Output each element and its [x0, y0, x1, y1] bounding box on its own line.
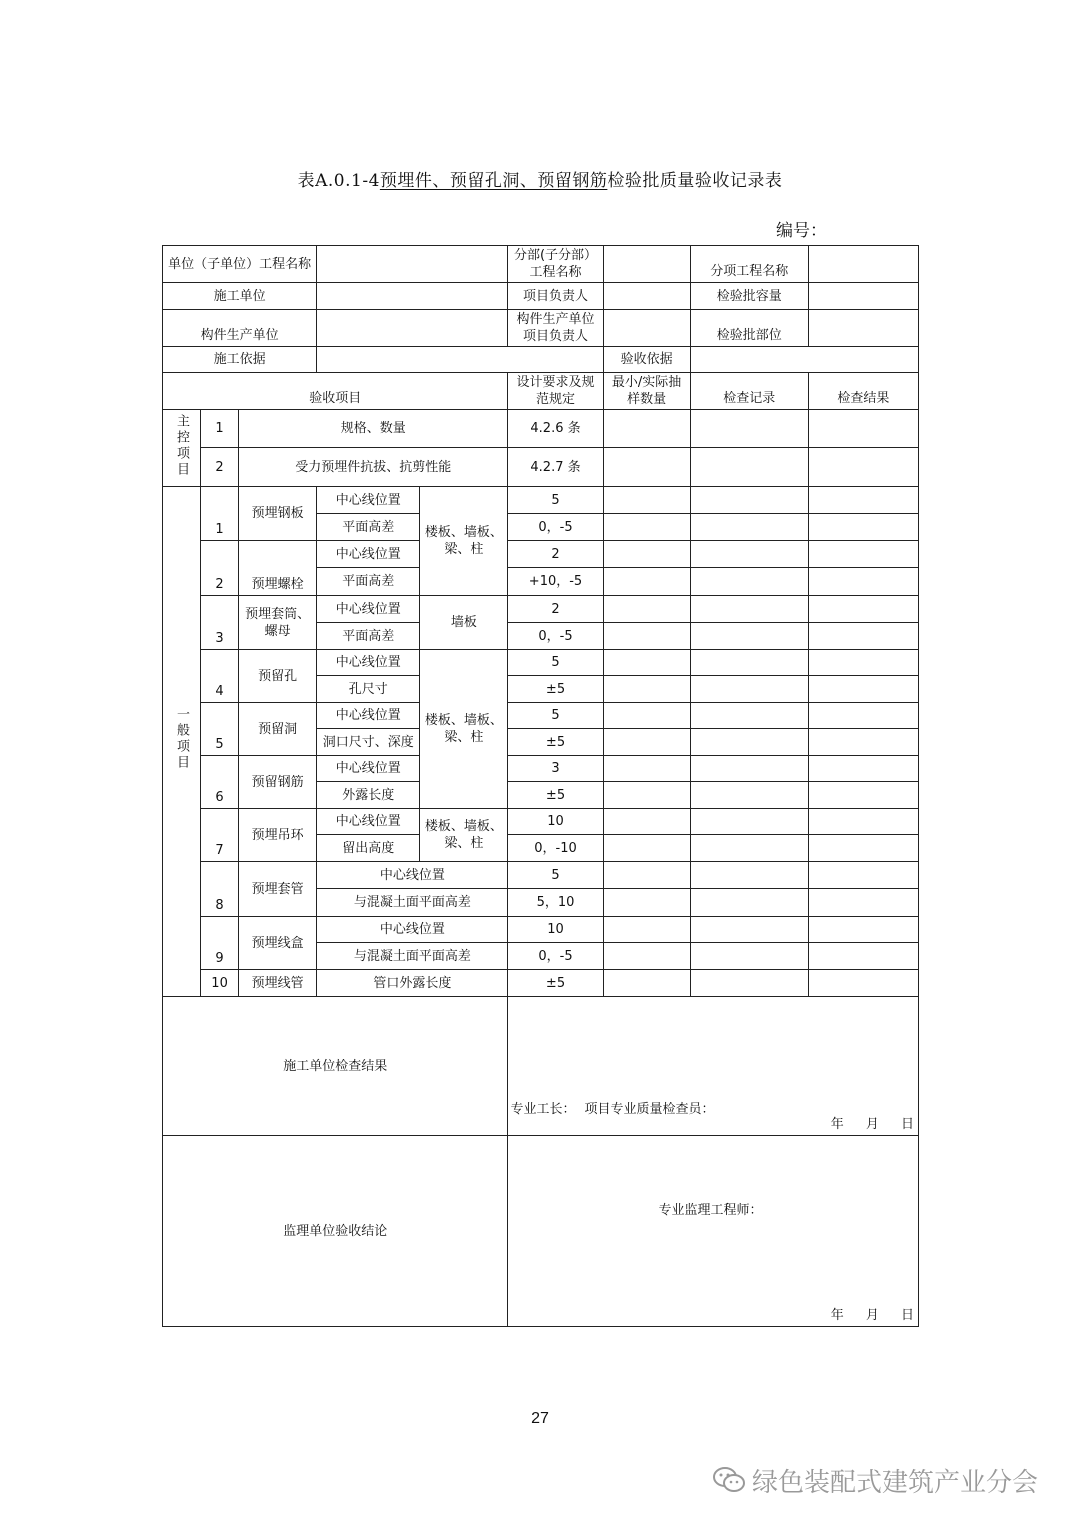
item-name: 预埋吊环: [239, 809, 317, 862]
general-item-row: [163, 541, 919, 568]
member-type: 楼板、墙板、梁、柱: [420, 487, 508, 596]
result-cell[interactable]: [808, 514, 918, 541]
document-title: [0, 166, 1080, 191]
general-item-row: [163, 650, 919, 676]
result-cell[interactable]: [808, 943, 918, 970]
tolerance-value: 5，10: [508, 889, 603, 917]
check-point: 中心线位置: [317, 541, 420, 568]
construction-result-label: 施工单位检查结果: [163, 997, 508, 1136]
sample-cell[interactable]: [603, 650, 690, 676]
record-cell[interactable]: [690, 703, 808, 729]
record-cell[interactable]: [690, 514, 808, 541]
title-main: 预埋件、预留孔洞、预留钢筋: [379, 171, 608, 191]
sample-cell[interactable]: [603, 623, 690, 650]
check-point: 中心线位置: [317, 596, 420, 623]
result-cell[interactable]: [808, 889, 918, 917]
tolerance-value: ±5: [508, 970, 603, 997]
general-group-label: 一般项目: [163, 487, 201, 997]
record-cell[interactable]: [690, 889, 808, 917]
batch-part-value[interactable]: [808, 310, 918, 347]
check-point: 中心线位置: [317, 917, 508, 943]
item-name: 预埋套管: [239, 862, 317, 917]
result-cell[interactable]: [808, 410, 918, 448]
check-point: 中心线位置: [317, 650, 420, 676]
result-cell[interactable]: [808, 568, 918, 596]
item-no: 4: [201, 650, 239, 703]
tolerance-value: 2: [508, 596, 603, 623]
tolerance-value: ±5: [508, 729, 603, 756]
info-row-4: [163, 347, 919, 373]
tolerance-value: 10: [508, 809, 603, 835]
item-no: 2: [201, 448, 239, 487]
check-point: 平面高差: [317, 568, 420, 596]
record-cell[interactable]: [690, 862, 808, 889]
check-point: 中心线位置: [317, 487, 420, 514]
sample-cell[interactable]: [603, 729, 690, 756]
project-manager-label: 项目负责人: [508, 283, 603, 310]
result-cell[interactable]: [808, 917, 918, 943]
item-no: 7: [201, 809, 239, 862]
item-no: 1: [201, 410, 239, 448]
tolerance-value: ±5: [508, 676, 603, 703]
batch-capacity-label: 检验批容量: [690, 283, 808, 310]
component-manager-label: 构件生产单位项目负责人: [508, 310, 603, 347]
result-cell[interactable]: [808, 756, 918, 782]
construction-unit-label: 施工单位: [163, 283, 317, 310]
tolerance-value: 0，-5: [508, 514, 603, 541]
general-item-row: [163, 596, 919, 623]
supervision-sign-area[interactable]: [508, 1136, 919, 1327]
sample-cell[interactable]: [603, 541, 690, 568]
tolerance-value: 0，-10: [508, 835, 603, 862]
item-name: 预埋套筒、螺母: [239, 596, 317, 650]
item-name: 受力预埋件抗拔、抗剪性能: [239, 448, 508, 487]
check-point: 平面高差: [317, 514, 420, 541]
item-no: 1: [201, 487, 239, 541]
acceptance-basis-label: 验收依据: [603, 347, 690, 373]
record-cell[interactable]: [690, 943, 808, 970]
record-cell[interactable]: [690, 970, 808, 997]
check-point: 洞口尺寸、深度: [317, 729, 420, 756]
item-name-value[interactable]: [808, 246, 918, 283]
title-suffix: 检验批质量验收记录表: [607, 171, 783, 191]
general-item-row: [163, 862, 919, 889]
info-row-1: [163, 246, 919, 283]
check-point: 孔尺寸: [317, 676, 420, 703]
sample-cell[interactable]: [603, 970, 690, 997]
main-item-row: [163, 410, 919, 448]
item-no: 10: [201, 970, 239, 997]
info-row-3: [163, 310, 919, 347]
result-cell[interactable]: [808, 862, 918, 889]
sample-cell[interactable]: [603, 943, 690, 970]
check-point: 中心线位置: [317, 862, 508, 889]
info-row-2: [163, 283, 919, 310]
supervision-date: 年 月 日: [830, 1308, 914, 1323]
sub-name-label: 分部(子分部）工程名称: [508, 246, 603, 283]
sample-cell[interactable]: [603, 917, 690, 943]
member-type: 墙板: [420, 596, 508, 650]
tolerance-value: 5: [508, 862, 603, 889]
col-item-header: 验收项目: [163, 373, 508, 410]
supervision-result-row: [163, 1136, 919, 1327]
item-no: 8: [201, 862, 239, 917]
page-number: 27: [531, 1410, 549, 1427]
result-cell[interactable]: [808, 809, 918, 835]
record-cell[interactable]: [690, 650, 808, 676]
title-prefix: 表A.0.1-4: [297, 171, 380, 191]
record-cell[interactable]: [690, 448, 808, 487]
main-group-label: 主控项目: [163, 410, 201, 487]
record-cell[interactable]: [690, 596, 808, 623]
general-item-row: [163, 809, 919, 835]
construction-basis-value[interactable]: [317, 347, 603, 373]
record-cell[interactable]: [690, 676, 808, 703]
tolerance-value: +10，-5: [508, 568, 603, 596]
result-cell[interactable]: [808, 835, 918, 862]
unit-name-label: 单位（子单位）工程名称: [163, 246, 317, 283]
inspector-label: 项目专业质量检查员：: [584, 1102, 715, 1117]
column-header-row: [163, 373, 919, 410]
check-point: 平面高差: [317, 623, 420, 650]
result-cell[interactable]: [808, 448, 918, 487]
item-no: 3: [201, 596, 239, 650]
item-name-label: 分项工程名称: [690, 246, 808, 283]
record-cell[interactable]: [690, 756, 808, 782]
sample-cell[interactable]: [603, 782, 690, 809]
result-cell[interactable]: [808, 541, 918, 568]
tolerance-value: 0，-5: [508, 943, 603, 970]
tolerance-value: 2: [508, 541, 603, 568]
batch-part-label: 检验批部位: [690, 310, 808, 347]
item-name: 规格、数量: [239, 410, 508, 448]
item-requirement: 4.2.7 条: [508, 448, 603, 487]
record-cell[interactable]: [690, 729, 808, 756]
serial-label: 编号：: [776, 221, 827, 241]
item-name: 预埋钢板: [239, 487, 317, 541]
wechat-icon: [712, 1466, 746, 1501]
result-cell[interactable]: [808, 650, 918, 676]
sample-cell[interactable]: [603, 676, 690, 703]
construction-result-row: [163, 997, 919, 1136]
sample-cell[interactable]: [603, 889, 690, 917]
result-cell[interactable]: [808, 676, 918, 703]
general-item-row: [163, 487, 919, 514]
component-manager-value[interactable]: [603, 310, 690, 347]
check-point: 与混凝土面平面高差: [317, 889, 508, 917]
record-cell[interactable]: [690, 917, 808, 943]
member-type: 楼板、墙板、梁、柱: [420, 809, 508, 862]
check-point: 中心线位置: [317, 703, 420, 729]
construction-sign-area[interactable]: [508, 997, 919, 1136]
main-item-row: [163, 448, 919, 487]
col-sample-header: 最小/实际抽样数量: [603, 373, 690, 410]
sample-cell[interactable]: [603, 448, 690, 487]
item-requirement: 4.2.6 条: [508, 410, 603, 448]
general-item-row: [163, 917, 919, 943]
result-cell[interactable]: [808, 623, 918, 650]
foreman-label: 专业工长：: [510, 1102, 576, 1117]
component-unit-label: 构件生产单位: [163, 310, 317, 347]
construction-basis-label: 施工依据: [163, 347, 317, 373]
component-unit-value[interactable]: [317, 310, 508, 347]
item-name: 预埋螺栓: [239, 541, 317, 596]
item-name: 预埋线管: [239, 970, 317, 997]
record-cell[interactable]: [690, 541, 808, 568]
record-cell[interactable]: [690, 809, 808, 835]
col-record-header: 检查记录: [690, 373, 808, 410]
sample-cell[interactable]: [603, 862, 690, 889]
item-name: 预留洞: [239, 703, 317, 756]
project-manager-value[interactable]: [603, 283, 690, 310]
sub-name-value[interactable]: [603, 246, 690, 283]
batch-capacity-value[interactable]: [808, 283, 918, 310]
sample-cell[interactable]: [603, 410, 690, 448]
tolerance-value: 0，-5: [508, 623, 603, 650]
general-item-row: [163, 970, 919, 997]
check-point: 外露长度: [317, 782, 420, 809]
sample-cell[interactable]: [603, 568, 690, 596]
item-no: 5: [201, 703, 239, 756]
record-cell[interactable]: [690, 568, 808, 596]
record-cell[interactable]: [690, 487, 808, 514]
watermark: [712, 1462, 1038, 1501]
tolerance-value: 3: [508, 756, 603, 782]
check-point: 中心线位置: [317, 756, 420, 782]
sample-cell[interactable]: [603, 756, 690, 782]
sample-cell[interactable]: [603, 809, 690, 835]
general-item-row: [163, 703, 919, 729]
tolerance-value: ±5: [508, 782, 603, 809]
record-cell[interactable]: [690, 410, 808, 448]
tolerance-value: 10: [508, 917, 603, 943]
construction-date: 年 月 日: [830, 1117, 914, 1132]
general-item-row: [163, 756, 919, 782]
col-design-header: 设计要求及规范规定: [508, 373, 603, 410]
tolerance-value: 5: [508, 487, 603, 514]
item-no: 9: [201, 917, 239, 970]
result-cell[interactable]: [808, 970, 918, 997]
item-no: 6: [201, 756, 239, 809]
item-name: 预埋线盒: [239, 917, 317, 970]
sample-cell[interactable]: [603, 514, 690, 541]
member-type: 楼板、墙板、梁、柱: [420, 650, 508, 809]
watermark-text: 绿色装配式建筑产业分会: [752, 1468, 1039, 1498]
sample-cell[interactable]: [603, 596, 690, 623]
sample-cell[interactable]: [603, 703, 690, 729]
tolerance-value: 5: [508, 650, 603, 676]
result-cell[interactable]: [808, 703, 918, 729]
result-cell[interactable]: [808, 782, 918, 809]
item-no: 2: [201, 541, 239, 596]
acceptance-basis-value[interactable]: [690, 347, 918, 373]
check-point: 中心线位置: [317, 809, 420, 835]
check-point: 与混凝土面平面高差: [317, 943, 508, 970]
check-point: 留出高度: [317, 835, 420, 862]
result-cell[interactable]: [808, 596, 918, 623]
item-name: 预留孔: [239, 650, 317, 703]
sample-cell[interactable]: [603, 487, 690, 514]
item-name: 预留钢筋: [239, 756, 317, 809]
construction-unit-value[interactable]: [317, 283, 508, 310]
inspection-record-table: [162, 245, 919, 1327]
supervisor-label: 专业监理工程师：: [658, 1203, 763, 1218]
unit-name-value[interactable]: [317, 246, 508, 283]
col-result-header: 检查结果: [808, 373, 918, 410]
supervision-result-label: 监理单位验收结论: [163, 1136, 508, 1327]
record-cell[interactable]: [690, 782, 808, 809]
check-point: 管口外露长度: [317, 970, 508, 997]
record-cell[interactable]: [690, 835, 808, 862]
record-cell[interactable]: [690, 623, 808, 650]
tolerance-value: 5: [508, 703, 603, 729]
sample-cell[interactable]: [603, 835, 690, 862]
result-cell[interactable]: [808, 487, 918, 514]
result-cell[interactable]: [808, 729, 918, 756]
